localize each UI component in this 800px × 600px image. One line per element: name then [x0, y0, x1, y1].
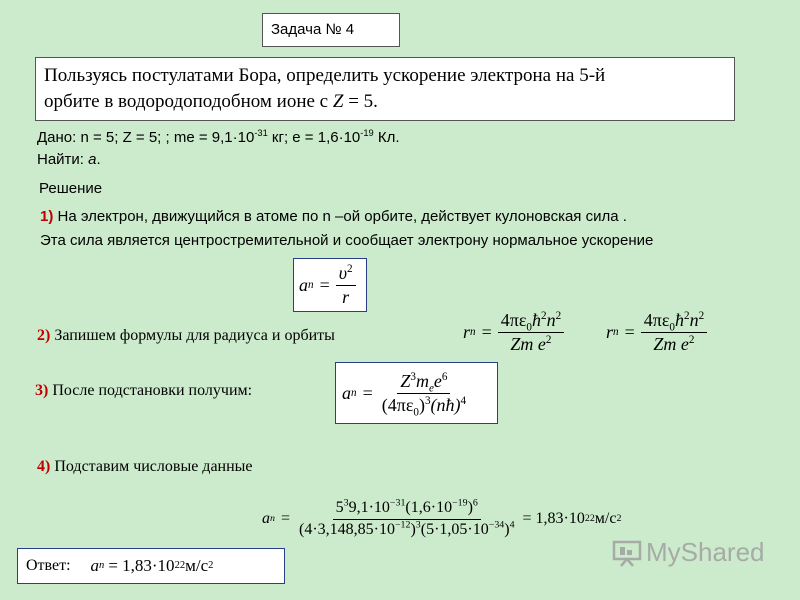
task-title-box — [262, 13, 400, 47]
given-line: Дано: n = 5; Z = 5; ; me = $9,1\cdot 10^{-31}$ кг; $е = 1,6\cdot 10^{-19}$ Кл. — [37, 128, 400, 146]
answer-box: Ответ: a n = 1,83·10 22 м/с 2 — [17, 548, 285, 584]
formula-acceleration: a n = $\frac{Z^3m_ee^6}{(4\pi\varepsilon_0)^3(nħ)^4}$ — [335, 362, 498, 424]
step-2-number: 2) — [37, 327, 51, 344]
task-title: Задача № 4 — [271, 21, 355, 38]
watermark — [612, 537, 765, 568]
problem-box — [35, 57, 735, 121]
formula-numerical: a n = $\frac{5^39,1\cdot 10^{-31}(1,6\cdot 10^{-19})^6}{(4\cdot 3,148,85\cdot 10^{-12})^3(5\cdot 1,05\cdot 10^{-34})^4}$ = 1,83·10 22 м/с 2 — [262, 497, 622, 538]
problem-line-1: Пользуясь постулатами Бора, определить ускорение электрона на 5-й — [44, 65, 606, 86]
watermark-text: MyShared — [646, 537, 765, 567]
formula-radius-1: r n = $\frac{4\pi\varepsilon_0ħ^2n^2}{Zm e^2}$ — [463, 304, 564, 360]
step-1-line-1: 1) На электрон, движущийся в атоме по n –ой орбите, действует кулоновская сила . — [40, 208, 627, 225]
solution-heading: Решение — [39, 180, 103, 197]
step-1-number: 1) — [40, 208, 54, 225]
find-line: Найти: a. — [37, 151, 101, 168]
z-variable: Z — [332, 91, 344, 112]
presentation-icon — [612, 538, 642, 568]
answer-label: Ответ: — [26, 557, 71, 574]
problem-line-2: орбите в водородоподобном ионе с Z = 5. — [44, 91, 378, 112]
step-3: 3) После подстановки получим: — [35, 382, 253, 399]
step-2: 2) Запишем формулы для радиуса и орбиты — [37, 327, 335, 344]
formula-centripetal: a n = $\frac{\upsilon^2}{r}$ — [293, 258, 367, 312]
step-4-number: 4) — [37, 458, 51, 475]
step-3-number: 3) — [35, 382, 49, 399]
formula-radius-2: r n = $\frac{4\pi\varepsilon_0ħ^2n^2}{Zm e^2}$ — [606, 304, 707, 360]
step-4: 4) Подставим числовые данные — [37, 458, 253, 475]
step-1-line-2: Эта сила является центростремительной и сообщает электрону нормальное ускорение — [40, 232, 654, 249]
